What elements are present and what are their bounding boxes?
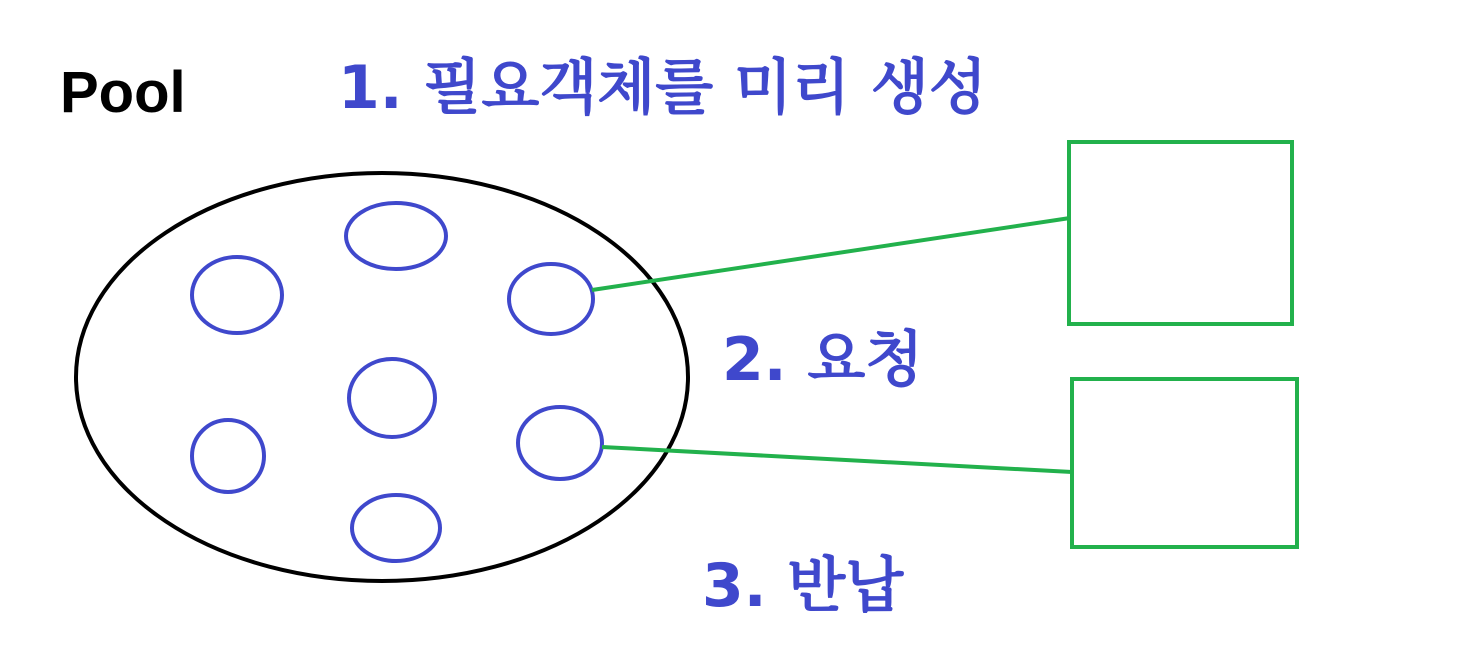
pool-object xyxy=(349,359,435,437)
step-return-label: 3. 반납 xyxy=(702,551,904,621)
pool-object xyxy=(509,264,593,334)
requesting-client-box xyxy=(1069,142,1292,324)
pool-boundary xyxy=(76,173,688,581)
request-connector xyxy=(592,218,1070,290)
pool-object xyxy=(352,495,440,561)
step-create-label: 1. 필요객체를 미리 생성 xyxy=(338,53,987,123)
pooled-objects xyxy=(192,203,602,561)
pool-title: Pool xyxy=(60,60,186,125)
pool-object xyxy=(346,203,446,269)
pool-object xyxy=(518,407,602,479)
pool-object xyxy=(192,257,282,333)
return-connector xyxy=(602,447,1072,472)
returning-client-box xyxy=(1072,379,1297,547)
step-request-label: 2. 요청 xyxy=(722,325,924,395)
pool-object xyxy=(192,420,264,492)
